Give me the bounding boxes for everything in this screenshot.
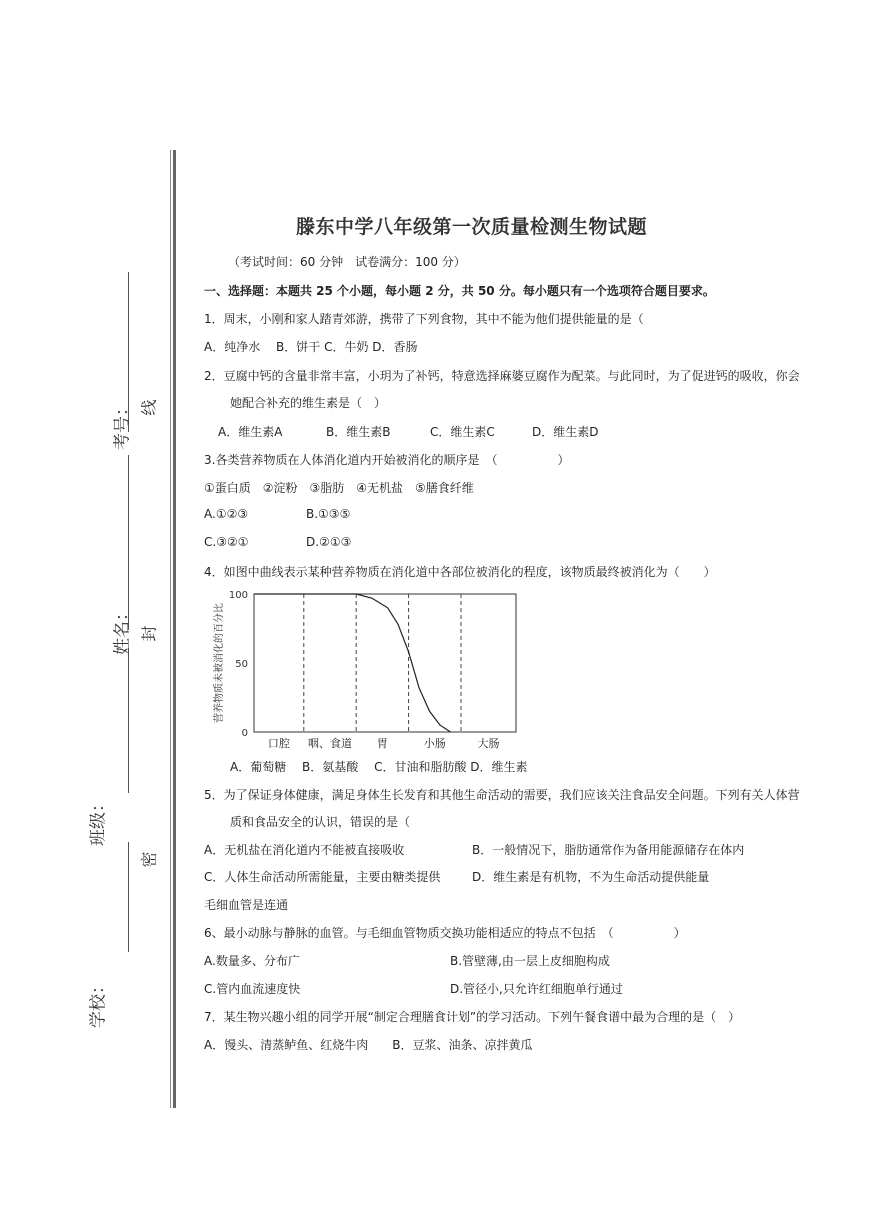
q5-stem: 5．为了保证身体健康，满足身体生长发育和其他生命活动的需要，我们应该关注食品安全问题。下列有关人体营 xyxy=(204,788,800,802)
q2-option-b: B．维生素B xyxy=(326,425,391,439)
q2-stem-cont: 她配合补充的维生素是（ ） xyxy=(230,396,387,410)
exam-title: 滕东中学八年级第一次质量检测生物试题 xyxy=(296,216,648,238)
q6-option-b: B.管壁薄,由一层上皮细胞构成 xyxy=(450,954,610,968)
binding-line-4 xyxy=(128,842,129,952)
q5-stem-cont: 质和食品安全的认识，错误的是（ xyxy=(230,815,411,829)
exam-info: （考试时间：60 分钟 试卷满分：100 分） xyxy=(228,255,466,269)
q6-stem: 6、最小动脉与静脉的血管。与毛细血管物质交换功能相适应的特点不包括 （ ） xyxy=(204,926,686,940)
y-axis-label: 营养物质未被消化的百分比 xyxy=(214,603,225,723)
y-tick-label: 100 xyxy=(228,590,248,601)
q5-option-c: C．人体生命活动所需能量，主要由糖类提供 xyxy=(204,870,441,884)
q7-options: A．馒头、清蒸鲈鱼、红烧牛肉 B．豆浆、油条、凉拌黄瓜 xyxy=(204,1038,533,1052)
binding-word-seal: 封 xyxy=(139,625,159,642)
q3-option-d: D.②①③ xyxy=(306,535,352,549)
q2-option-a: A．维生素A xyxy=(218,425,283,439)
binding-margin-bar xyxy=(170,150,176,1108)
q2-option-d: D．维生素D xyxy=(532,425,599,439)
q3-option-c: C.③②① xyxy=(204,535,249,549)
school-label: 学校： xyxy=(88,977,109,1028)
q4-options: A．葡萄糖 B．氨基酸 C．甘油和脂肪酸 D．维生素 xyxy=(230,760,528,774)
q3-items: ①蛋白质 ②淀粉 ③脂肪 ④无机盐 ⑤膳食纤维 xyxy=(204,481,474,495)
q3-stem: 3.各类营养物质在人体消化道内开始被消化的顺序是 （ ） xyxy=(204,453,570,467)
q5-extra-text: 毛细血管是连通 xyxy=(204,898,289,912)
x-region-label: 大肠 xyxy=(477,737,500,750)
x-region-label: 胃 xyxy=(376,737,388,750)
q7-stem: 7．某生物兴趣小组的同学开展“制定合理膳食计划”的学习活动。下列午餐食谱中最为合理的是（ ） xyxy=(204,1010,741,1024)
y-tick-label: 0 xyxy=(241,728,248,739)
exam-number-label: 考号： xyxy=(112,399,133,450)
q4-stem: 4．如图中曲线表示某种营养物质在消化道中各部位被消化的程度，该物质最终被消化为（ ） xyxy=(204,565,716,579)
y-tick-label: 50 xyxy=(235,659,248,670)
binding-line-3 xyxy=(128,648,129,793)
x-region-label: 小肠 xyxy=(423,737,446,750)
x-region-label: 咽、食道 xyxy=(307,737,352,750)
q3-option-a: A.①②③ xyxy=(204,507,249,521)
q3-option-b: B.①③⑤ xyxy=(306,507,351,521)
name-label: 姓名： xyxy=(112,604,133,655)
binding-word-secret: 密 xyxy=(139,851,159,868)
series-line xyxy=(254,594,451,732)
q6-option-a: A.数量多、分布广 xyxy=(204,954,300,968)
x-region-label: 口腔 xyxy=(267,737,290,750)
q5-option-d: D．维生素是有机物，不为生命活动提供能量 xyxy=(472,870,710,884)
chart-frame xyxy=(254,594,516,732)
q5-option-a: A．无机盐在消化道内不能被直接吸收 xyxy=(204,843,405,857)
q2-option-c: C．维生素C xyxy=(430,425,495,439)
q2-stem: 2．豆腐中钙的含量非常丰富，小玥为了补钙，特意选择麻婆豆腐作为配菜。与此同时，为了促进钙的吸收，你会 xyxy=(204,369,800,383)
q1-options: A．纯净水 B．饼干 C．牛奶 D．香肠 xyxy=(204,340,418,354)
q6-option-d: D.管径小,只允许红细胞单行通过 xyxy=(450,982,623,996)
digestion-chart xyxy=(208,586,528,752)
class-label: 班级： xyxy=(88,795,109,846)
q6-option-c: C.管内血流速度快 xyxy=(204,982,301,996)
binding-word-line: 线 xyxy=(139,399,159,416)
section-heading: 一、选择题：本题共 25 个小题，每小题 2 分，共 50 分。每小题只有一个选项符合题目要求。 xyxy=(204,284,715,298)
q1-stem: 1．周末，小刚和家人踏青郊游，携带了下列食物，其中不能为他们提供能量的是（ xyxy=(204,312,644,326)
q5-option-b: B．一般情况下，脂肪通常作为备用能源储存在体内 xyxy=(472,843,745,857)
